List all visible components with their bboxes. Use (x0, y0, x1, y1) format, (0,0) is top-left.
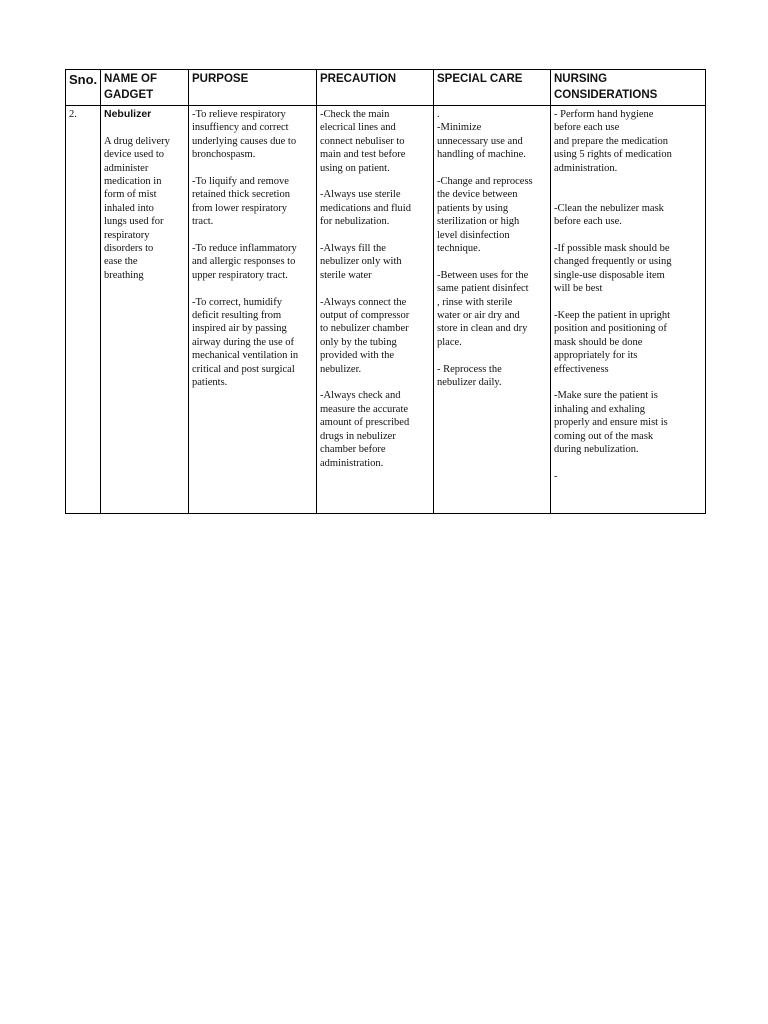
header-nursing-considerations: NURSING CONSIDERATIONS (551, 70, 706, 106)
header-precaution: PRECAUTION (317, 70, 434, 106)
cell-gadget (101, 106, 189, 514)
nursing-item: - Perform hand hygiene before each use and prepare the medication using 5 rights of medication administration. (554, 109, 672, 174)
special-care-item: -Between uses for the same patient disinfect , rinse with sterile water or air dry and store in clean and dry place. (437, 269, 529, 348)
nursing-item: -Make sure the patient is inhaling and exhaling properly and ensure mist is coming out of the mask during nebulization. (554, 390, 668, 456)
purpose-item: -To reduce inflammatory and allergic responses to upper respiratory tract. (192, 243, 297, 281)
precaution-item: -Always check and measure the accurate amount of prescribed drugs in nebulizer chamber before administration. (320, 390, 410, 469)
header-purpose: PURPOSE (189, 70, 317, 106)
precaution-item: -Always use sterile medications and fluid for nebulization. (320, 189, 411, 228)
cell-nursing-considerations (551, 106, 706, 514)
nursing-item: -If possible mask should be changed frequently or using single-use disposable item will be best (554, 243, 672, 295)
gadget-table (65, 69, 706, 514)
nursing-item: -Keep the patient in upright position and positioning of mask should be done appropriately for its effectiveness (554, 310, 671, 375)
gadget-description: A drug delivery device used to administer medication in form of mist inhaled into lungs used for respiratory disorders to ease the breathing (104, 135, 170, 281)
header-row (66, 70, 706, 106)
header-name-of-gadget: NAME OF GADGET (101, 70, 189, 106)
precaution-item: -Check the main elecrical lines and connect nebuliser to main and test before using on patient. (320, 109, 406, 174)
purpose-item: -To relieve respiratory insuffiency and correct underlying causes due to bronchospasm. (192, 109, 297, 161)
cell-precaution (317, 106, 434, 514)
precaution-item: -Always connect the output of compressor to nebulizer chamber only by the tubing provided with the nebulizer. (320, 296, 410, 375)
table-body (66, 106, 706, 514)
nursing-item: -Clean the nebulizer mask before each use. (554, 202, 664, 228)
purpose-item: -To liquify and remove retained thick secretion from lower respiratory tract. (192, 176, 290, 228)
gadget-name: Nebulizer (104, 108, 152, 120)
header-sno: Sno. (66, 70, 101, 106)
special-care-item: - Reprocess the nebulizer daily. (437, 363, 502, 389)
cell-special-care (434, 106, 551, 514)
nursing-item: - (554, 470, 558, 482)
purpose-item: -To correct, humidify deficit resulting from inspired air by passing airway during the use of mechanical ventilation in critical and post surgical patients. (192, 296, 299, 389)
special-care-item: -Change and reprocess the device between patients by using sterilization or high level disinfection technique. (437, 176, 533, 255)
precaution-item: -Always fill the nebulizer only with sterile water (320, 243, 402, 281)
cell-purpose (189, 106, 317, 514)
header-special-care: SPECIAL CARE (434, 70, 551, 106)
table-row (66, 106, 706, 514)
special-care-item: . -Minimize unnecessary use and handling of machine. (437, 109, 526, 161)
cell-sno: 2. (66, 106, 101, 514)
table-header (66, 70, 706, 106)
